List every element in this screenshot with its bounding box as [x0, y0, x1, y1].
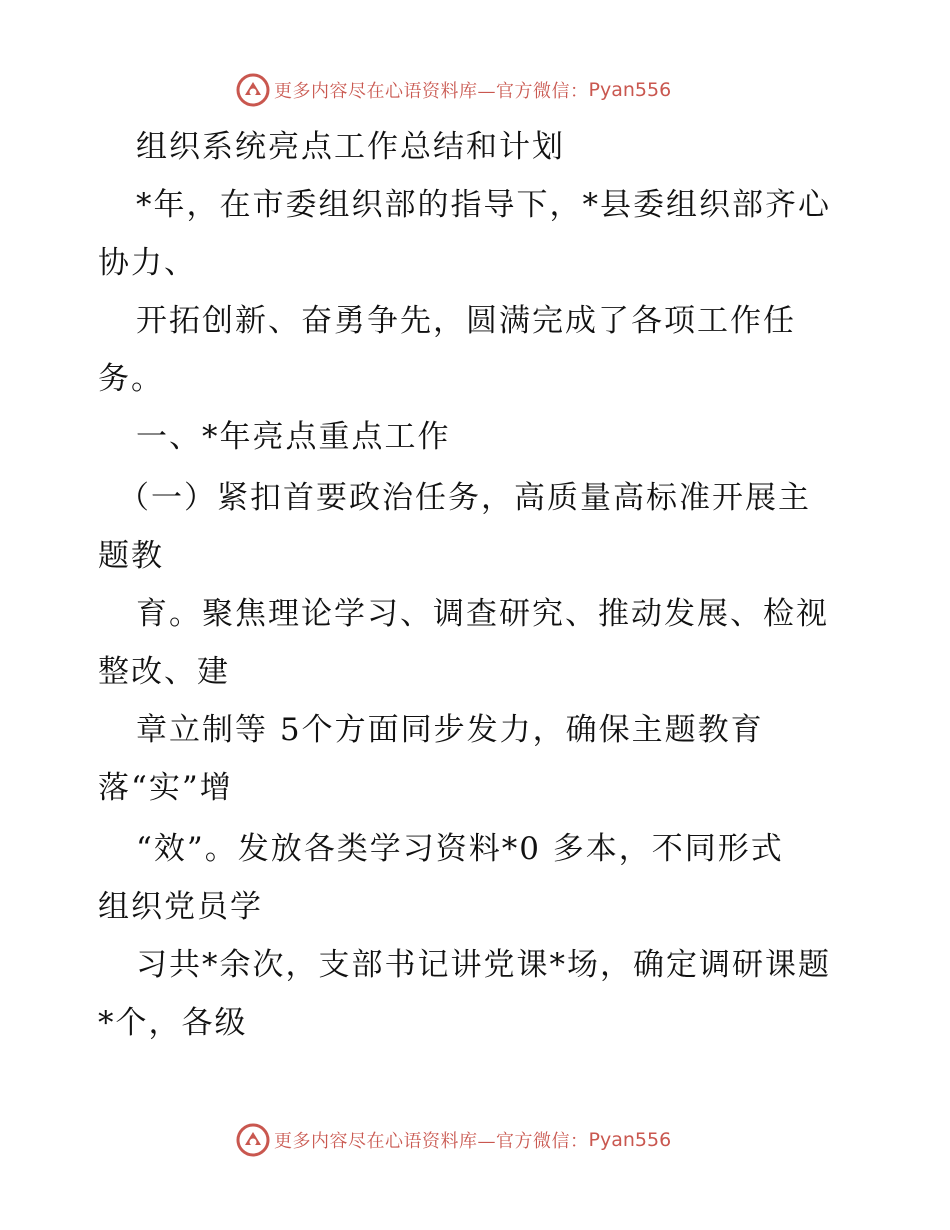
paragraph-line: 题教 [98, 538, 164, 574]
watermark-text: 更多内容尽在心语资料库—官方微信： [274, 1131, 589, 1152]
document-title: 组织系统亮点工作总结和计划 [136, 129, 565, 165]
paragraph-line: 落“实”增 [98, 770, 233, 806]
footer-watermark [236, 1122, 671, 1158]
logo-icon [236, 73, 270, 107]
paragraph-line: 务。 [98, 361, 164, 397]
paragraph-line: 组织党员学 [98, 889, 263, 925]
paragraph-line: 协力、 [98, 245, 197, 281]
paragraph-line: 章立制等 5个方面同步发力，确保主题教育 [136, 712, 764, 748]
paragraph-line: *年，在市委组织部的指导下，*县委组织部齐心 [136, 187, 831, 223]
watermark-wechat-id: Pyan556 [588, 1129, 672, 1151]
watermark-text: 更多内容尽在心语资料库—官方微信： [274, 81, 589, 102]
paragraph-line: *个，各级 [98, 1005, 248, 1041]
header-watermark [236, 72, 671, 108]
paragraph-line: “效”。发放各类学习资料*0 多本，不同形式 [136, 831, 784, 867]
paragraph-line: 开拓创新、奋勇争先，圆满完成了各项工作任 [136, 303, 796, 339]
logo-icon [236, 1123, 270, 1157]
watermark-wechat-id: Pyan556 [588, 79, 672, 101]
subsection-heading: （一）紧扣首要政治任务，高质量高标准开展主 [118, 480, 811, 516]
paragraph-line: 习共*余次，支部书记讲党课*场，确定调研课题 [136, 947, 831, 983]
paragraph-line: 育。聚焦理论学习、调查研究、推动发展、检视 [136, 596, 829, 632]
section-heading: 一、*年亮点重点工作 [136, 419, 451, 455]
paragraph-line: 整改、建 [98, 654, 230, 690]
